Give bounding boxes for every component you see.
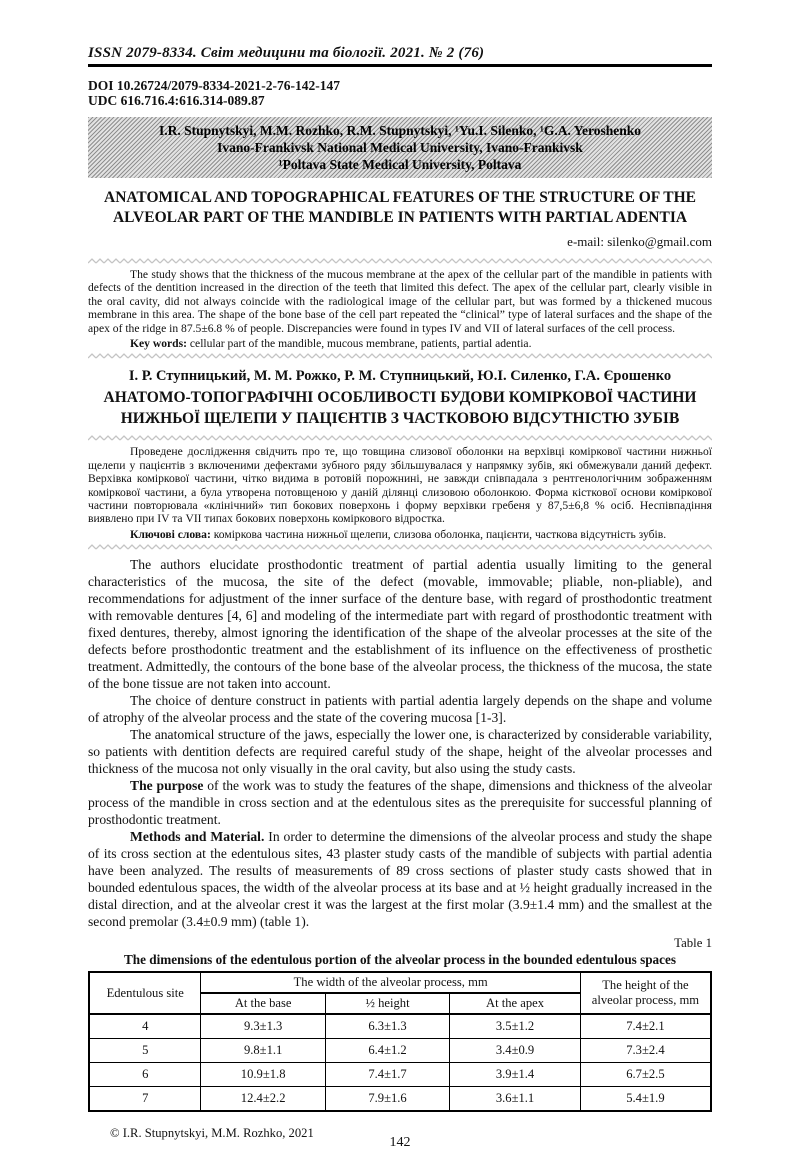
- cell-height: 5.4±1.9: [580, 1087, 711, 1112]
- body-paragraph: [88, 692, 712, 726]
- cell-height: 6.7±2.5: [580, 1063, 711, 1087]
- cell-site: 6: [89, 1063, 201, 1087]
- paragraph-text: The choice of denture construct in patients with partial adentia largely depends on the shape and volume of atrophy of the alveolar process and the state of the covering mucosa [1-3].: [88, 693, 712, 726]
- cell-half: 7.4±1.7: [325, 1063, 449, 1087]
- cell-half: 6.4±1.2: [325, 1039, 449, 1063]
- cell-apex: 3.4±0.9: [450, 1039, 581, 1063]
- keywords-en: [88, 337, 712, 350]
- cell-base: 9.3±1.3: [201, 1014, 325, 1039]
- table-row: [89, 1014, 711, 1039]
- cell-site: 7: [89, 1087, 201, 1112]
- table-row: [89, 1063, 711, 1087]
- zigzag-divider: [88, 544, 712, 550]
- abstract-uk: [88, 445, 712, 525]
- body-paragraph: [88, 556, 712, 692]
- paragraph-text: of the work was to study the features of the shape, dimensions and thickness of the alveolar process of the mandible in cross section and at the edentulous sites as the prerequisite for successful planning of prosthodontic treatment.: [88, 778, 712, 828]
- journal-header: ISSN 2079-8334. Світ медицини та біології. 2021. № 2 (76): [88, 45, 485, 61]
- col-header-base: At the base: [201, 993, 325, 1014]
- email-line: e-mail: silenko@gmail.com: [567, 234, 712, 249]
- col-header-apex: At the apex: [450, 993, 581, 1014]
- copyright-line: © I.R. Stupnytskyi, M.M. Rozhko, 2021: [110, 1126, 314, 1141]
- cell-half: 6.3±1.3: [325, 1014, 449, 1039]
- cell-site: 5: [89, 1039, 201, 1063]
- keywords-uk: [88, 528, 712, 541]
- table-label: Table 1: [674, 936, 712, 951]
- header-rule: [88, 64, 712, 67]
- paragraph-text: The anatomical structure of the jaws, especially the lower one, is characterized by considerable variability, so patients with dentition defects are required careful study of the shape, height of the alveolar processes and thickness of the mucosa not only visually in the oral cavity, but also using the study casts.: [88, 727, 712, 777]
- body-paragraph: [88, 726, 712, 777]
- udc-line: UDC 616.716.4:616.314-089.87: [88, 93, 265, 108]
- authors-line: I.R. Stupnytskyi, M.M. Rozhko, R.M. Stupnytskyi, ¹Yu.I. Silenko, ¹G.A. Yeroshenko: [158, 123, 642, 138]
- col-header-half-height: ½ height: [325, 993, 449, 1014]
- paragraph-text: In order to determine the dimensions of the alveolar process and study the shape of its cross section at the edentulous sites, 43 plaster study casts of the mandible of subjects with partial adentia have been analyzed. The results of measurements of 89 cross sections of plaster study casts showed that in bounded edentulous spaces, the width of the alveolar process at its base and at ½ height gradually increased in the distal direction, and at the alveolar crest it was the largest at the first molar (3.9±1.4 mm) and the smallest at the second premolar (3.4±0.9 mm) (table 1).: [88, 829, 712, 930]
- table-row: [89, 1087, 711, 1112]
- paragraph-lead: Methods and Material.: [130, 829, 265, 845]
- zigzag-divider: [88, 258, 712, 264]
- cell-apex: 3.9±1.4: [450, 1063, 581, 1087]
- cell-base: 9.8±1.1: [201, 1039, 325, 1063]
- table-caption: The dimensions of the edentulous portion of the alveolar process in the bounded edentulous spaces: [124, 952, 676, 968]
- paragraph-lead: The purpose: [130, 778, 204, 794]
- body-paragraph: [88, 828, 712, 930]
- abstract-en: [88, 268, 712, 335]
- article-body: [88, 556, 712, 930]
- page-footer: [88, 1126, 712, 1170]
- table-row: [89, 1039, 711, 1063]
- affiliation-line: ¹Poltava State Medical University, Poltava: [278, 157, 522, 172]
- keywords-en-text: cellular part of the mandible, mucous membrane, patients, partial adentia.: [187, 337, 532, 351]
- cell-base: 12.4±2.2: [201, 1087, 325, 1112]
- cell-base: 10.9±1.8: [201, 1063, 325, 1087]
- article-title-uk: АНАТОМО-ТОПОГРАФІЧНІ ОСОБЛИВОСТІ БУДОВИ КОМІРКОВОЇ ЧАСТИНИ НИЖНЬОЇ ЩЕЛЕПИ У ПАЦІЄНТІВ З ЧАСТКОВОЮ ВІДСУТНІСТЮ ЗУБІВ: [103, 389, 697, 428]
- article-title-en: ANATOMICAL AND TOPOGRAPHICAL FEATURES OF THE STRUCTURE OF THE ALVEOLAR PART OF THE MANDIBLE IN PATIENTS WITH PARTIAL ADENTIA: [104, 189, 696, 226]
- doi-line: DOI 10.26724/2079-8334-2021-2-76-142-147: [88, 78, 340, 93]
- col-header-width-group: The width of the alveolar process, mm: [201, 972, 580, 993]
- cell-height: 7.3±2.4: [580, 1039, 711, 1063]
- col-header-height: The height of the alveolar process, mm: [580, 972, 711, 1014]
- authors-line-uk: І. Р. Ступницький, М. М. Рожко, Р. М. Ступницький, Ю.І. Силенко, Г.А. Єрошенко: [128, 368, 672, 385]
- col-header-site: Edentulous site: [89, 972, 201, 1014]
- cell-half: 7.9±1.6: [325, 1087, 449, 1112]
- dimensions-table: [88, 971, 712, 1112]
- abstract-en-text: The study shows that the thickness of the mucous membrane at the apex of the cellular part of the mandible in patients with defects of the dentition increased in the direction of the teeth that limited this defect. The apex of the cellular part, clearly visible in the oral cavity, did not always coincide with the radiological image of the cellular part, but was formed by a thickened mucous membrane in this area. The shape of the bone base of the cell part repeated the “clinical” type of lateral surfaces and the shape of the apex of the ridge in 87.5±6.8 % of people. Discrepancies were found in types IV and VII of lateral surfaces of the cell process.: [88, 268, 712, 335]
- paragraph-text: The authors elucidate prosthodontic treatment of partial adentia usually limiting to the general characteristics of the mucosa, the site of the defect (movable, immovable; pliable, non-pliable), and recommendations for adjustment of the inner surface of the denture base, with regard of prosthodontic treatment with removable dentures [4, 6] and modeling of the intermediate part with regard of prosthodontic treatment with fixed dentures, thereby, almost ignoring the identification of the shape of the alveolar processes at the site of the defects before prosthodontic treatment and the establishment of its influence on the effectiveness of prosthetic treatment. Admittedly, the contours of the bone base of the alveolar process, the thickness of the mucosa, the state of the bone tissue are not taken into account.: [88, 557, 712, 692]
- keywords-uk-lead: Ключові слова:: [130, 527, 211, 541]
- affiliation-line: Ivano-Frankivsk National Medical University, Ivano-Frankivsk: [217, 140, 583, 155]
- body-paragraph: [88, 777, 712, 828]
- zigzag-divider: [88, 353, 712, 359]
- page-number: 142: [389, 1135, 411, 1151]
- abstract-uk-text: Проведене дослідження свідчить про те, що товщина слизової оболонки на верхівці коміркової частини нижньої щелепи у пацієнтів з включеними дефектами зубного ряду збільшувалася у напрямку зубів, які обмежували даний дефект. Верхівка коміркової частини, чітко видима в ротовій порожнині, не завжди співпадала з рентгенологічним зображенням коміркової частини, а була утворена потовщеною у даній ділянці слизовою оболонкою. Форма кісткової основи коміркової частини повторювала «клінічний» тип бокових поверхонь і форму верхівки гребеня у 87,5±6,8 % осіб. Неспівпадіння виявлено при IV та VII типах бокових поверхонь коміркового відростка.: [88, 445, 712, 526]
- cell-site: 4: [89, 1014, 201, 1039]
- cell-height: 7.4±2.1: [580, 1014, 711, 1039]
- zigzag-divider: [88, 435, 712, 441]
- authors-block-en: [88, 117, 712, 178]
- cell-apex: 3.6±1.1: [450, 1087, 581, 1112]
- keywords-en-lead: Key words:: [130, 337, 187, 351]
- keywords-uk-text: коміркова частина нижньої щелепи, слизова оболонка, пацієнти, часткова відсутність зубів.: [210, 527, 667, 541]
- cell-apex: 3.5±1.2: [450, 1014, 581, 1039]
